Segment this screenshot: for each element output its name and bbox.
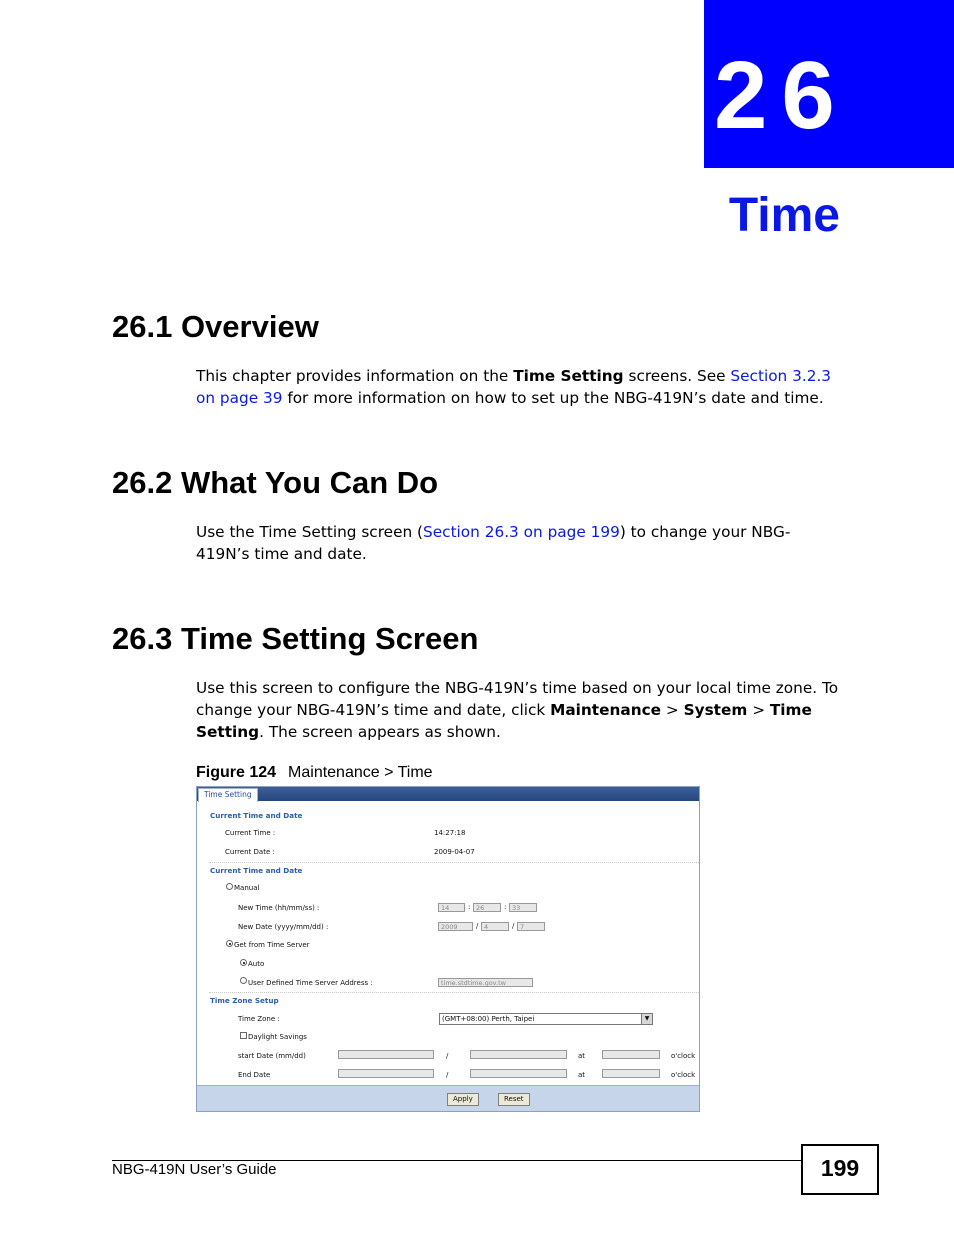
divider	[209, 862, 699, 863]
new-date-label: New Date (yyyy/mm/dd) :	[238, 923, 329, 931]
overview-paragraph	[196, 365, 846, 409]
current-time-value: 14:27:18	[434, 829, 466, 837]
time-zone-section-title: Time Zone Setup	[210, 996, 279, 1005]
text: >	[747, 701, 770, 719]
new-date-year-input[interactable]: 2009	[438, 922, 473, 931]
reset-button[interactable]: Reset	[498, 1093, 530, 1106]
section-heading-time-setting-screen: 26.3 Time Setting Screen	[112, 621, 479, 656]
end-hour-input[interactable]	[602, 1069, 660, 1078]
section-link[interactable]: Section 26.3 on page 199	[423, 523, 620, 541]
guide-title: NBG-419N User’s Guide	[112, 1161, 277, 1178]
time-setting-paragraph	[196, 677, 846, 743]
text: This chapter provides information on the	[196, 367, 514, 385]
current-time-label: Current Time :	[225, 829, 276, 837]
daylight-savings-label: Daylight Savings	[248, 1033, 307, 1041]
time-zone-value: (GMT+08:00) Perth, Taipei	[442, 1015, 535, 1023]
time-server-radio[interactable]	[226, 940, 233, 947]
bold-text: Time Setting	[196, 701, 812, 741]
time-zone-select[interactable]	[439, 1013, 653, 1025]
section-heading-overview: 26.1 Overview	[112, 309, 319, 344]
text: ) to change your NBG-419N’s time and date.	[196, 523, 791, 563]
new-time-minute-input[interactable]: 26	[473, 903, 501, 912]
chapter-number: 26	[714, 42, 849, 149]
tab-bar	[197, 787, 699, 801]
date-separator: /	[512, 922, 515, 930]
text: . The screen appears as shown.	[259, 723, 501, 741]
start-month-input[interactable]	[338, 1050, 434, 1059]
at-label: at	[578, 1071, 586, 1079]
text: Use the Time Setting screen (	[196, 523, 424, 541]
page-number: 199	[801, 1144, 879, 1195]
date-separator: /	[476, 922, 479, 930]
time-separator: :	[504, 903, 507, 911]
user-defined-server-radio[interactable]	[240, 977, 247, 984]
set-time-section-title: Current Time and Date	[210, 866, 303, 875]
section-heading-what-you-can-do: 26.2 What You Can Do	[112, 465, 439, 500]
date-separator: /	[446, 1052, 449, 1060]
chevron-down-icon[interactable]: ▼	[641, 1014, 652, 1024]
text: screens. See	[623, 367, 731, 385]
oclock-label: o'clock	[671, 1071, 696, 1079]
figure-label: Figure 124	[196, 764, 277, 781]
end-date-label: End Date	[238, 1071, 271, 1079]
chapter-title: Time	[728, 189, 840, 242]
bold-text: System	[683, 701, 748, 719]
manual-label: Manual	[234, 884, 260, 892]
new-date-day-input[interactable]: 7	[517, 922, 545, 931]
user-defined-server-label: User Defined Time Server Address :	[248, 979, 373, 987]
current-date-value: 2009-04-07	[434, 848, 475, 856]
apply-button[interactable]: Apply	[447, 1093, 479, 1106]
tab-time-setting[interactable]: Time Setting	[198, 788, 258, 802]
daylight-savings-checkbox[interactable]	[240, 1032, 247, 1039]
end-month-input[interactable]	[338, 1069, 434, 1078]
current-date-label: Current Date :	[225, 848, 275, 856]
chapter-number-box	[704, 0, 954, 168]
new-time-second-input[interactable]: 33	[509, 903, 537, 912]
bold-text: Maintenance	[550, 701, 662, 719]
new-time-hour-input[interactable]: 14	[438, 903, 465, 912]
time-server-label: Get from Time Server	[234, 941, 310, 949]
auto-label: Auto	[248, 960, 265, 968]
figure-caption-text: Maintenance > Time	[288, 764, 433, 781]
screen-footer-bar	[197, 1085, 699, 1111]
start-hour-input[interactable]	[602, 1050, 660, 1059]
manual-radio[interactable]	[226, 883, 233, 890]
oclock-label: o'clock	[671, 1052, 696, 1060]
time-setting-screenshot	[196, 786, 700, 1112]
time-zone-label: Time Zone :	[238, 1015, 280, 1023]
auto-radio[interactable]	[240, 959, 247, 966]
text: for more information on how to set up the NBG-419N’s date and time.	[282, 389, 824, 407]
text: >	[661, 701, 684, 719]
text: Use this screen to configure the NBG-419N’s time based on your local time zone. To change your NBG-419N’s time and date, click	[196, 679, 839, 719]
end-day-input[interactable]	[470, 1069, 567, 1078]
start-date-label: start Date (mm/dd)	[238, 1052, 306, 1060]
at-label: at	[578, 1052, 586, 1060]
date-separator: /	[446, 1071, 449, 1079]
time-server-address-input[interactable]: time.stdtime.gov.tw	[438, 978, 533, 987]
new-time-label: New Time (hh/mm/ss) :	[238, 904, 320, 912]
section-link[interactable]: Section 3.2.3 on page 39	[196, 367, 832, 407]
start-day-input[interactable]	[470, 1050, 567, 1059]
time-separator: :	[468, 903, 471, 911]
divider	[209, 992, 699, 993]
figure-caption	[196, 764, 433, 782]
new-date-month-input[interactable]: 4	[481, 922, 509, 931]
what-you-can-do-paragraph	[196, 521, 816, 565]
bold-text: Time Setting	[513, 367, 624, 385]
current-time-section-title: Current Time and Date	[210, 811, 303, 820]
